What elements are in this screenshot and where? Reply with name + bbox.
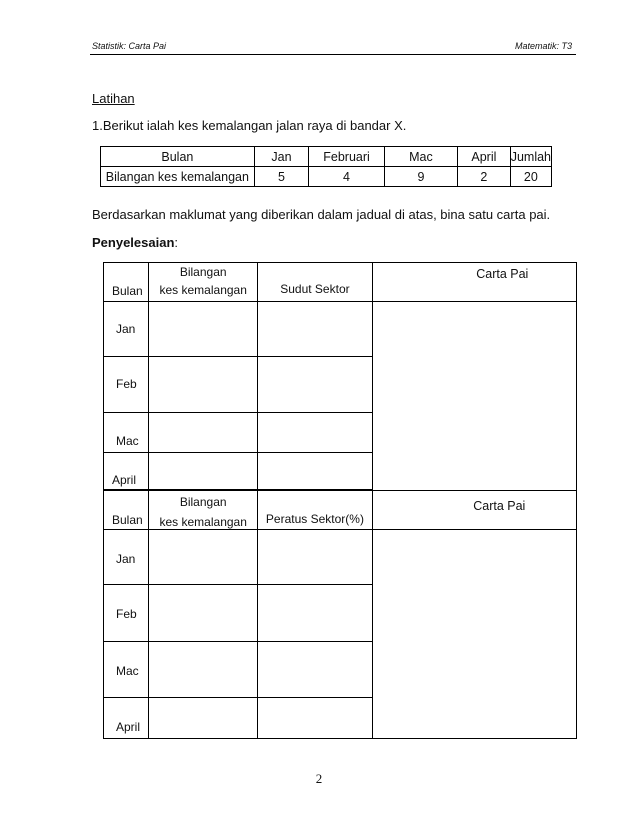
- table-row: [101, 167, 552, 187]
- solution-label-colon: :: [174, 235, 179, 250]
- input-cell[interactable]: [149, 302, 258, 357]
- month-cell: Feb: [104, 585, 149, 642]
- month-cell: April: [104, 698, 149, 739]
- header-divider: [90, 54, 576, 55]
- month-cell: April: [104, 453, 149, 490]
- accident-data-table: [100, 146, 552, 187]
- header-cell-bilangan: Bilangan kes kemalangan: [149, 263, 258, 302]
- table-cell: Februari: [309, 147, 385, 167]
- input-cell[interactable]: [258, 585, 372, 642]
- table-cell: Bulan: [101, 147, 255, 167]
- month-cell: Feb: [104, 357, 149, 413]
- table-row: [104, 302, 577, 357]
- header-cell-carta-pai: Carta Pai: [372, 263, 576, 302]
- header-cell-peratus-sektor: Peratus Sektor(%): [258, 491, 372, 530]
- worksheet-table-sector-angle: [103, 262, 577, 490]
- input-cell[interactable]: [149, 530, 258, 585]
- section-title: Latihan: [92, 91, 135, 106]
- input-cell[interactable]: [149, 357, 258, 413]
- table-cell: April: [458, 147, 511, 167]
- month-cell: Jan: [104, 302, 149, 357]
- question-text: 1.Berikut ialah kes kemalangan jalan raya di bandar X.: [92, 118, 407, 133]
- instruction-text: Berdasarkan maklumat yang diberikan dalam jadual di atas, bina satu carta pai.: [92, 207, 551, 222]
- header-right: Matematik: T3: [514, 41, 572, 51]
- table-row: [104, 530, 577, 585]
- table-cell: 5: [254, 167, 309, 187]
- worksheet-table-sector-percent: [103, 490, 577, 739]
- header-cell-bulan: Bulan: [104, 263, 149, 302]
- solution-label-text: Penyelesaian: [92, 235, 175, 250]
- table-cell: Jan: [254, 147, 309, 167]
- input-cell[interactable]: [258, 698, 372, 739]
- pie-chart-drawing-area[interactable]: [372, 530, 576, 739]
- table-row: [104, 491, 577, 530]
- input-cell[interactable]: [149, 642, 258, 698]
- input-cell[interactable]: [258, 413, 372, 453]
- table-cell: 20: [510, 167, 551, 187]
- table-cell: 2: [458, 167, 511, 187]
- header-cell-sudut-sektor: Sudut Sektor: [258, 263, 372, 302]
- input-cell[interactable]: [258, 302, 372, 357]
- input-cell[interactable]: [258, 642, 372, 698]
- month-cell: Jan: [104, 530, 149, 585]
- month-cell: Mac: [104, 413, 149, 453]
- pie-chart-drawing-area[interactable]: [372, 302, 576, 490]
- input-cell[interactable]: [149, 698, 258, 739]
- table-cell: Bilangan kes kemalangan: [101, 167, 255, 187]
- solution-label: [92, 235, 178, 250]
- input-cell[interactable]: [149, 585, 258, 642]
- table-row: [101, 147, 552, 167]
- input-cell[interactable]: [258, 530, 372, 585]
- header-cell-carta-pai: Carta Pai: [372, 491, 576, 530]
- input-cell[interactable]: [258, 453, 372, 490]
- header-cell-bilangan: Bilangan kes kemalangan: [149, 491, 258, 530]
- table-row: [104, 263, 577, 302]
- table-cell: 4: [309, 167, 385, 187]
- month-cell: Mac: [104, 642, 149, 698]
- table-cell: Mac: [384, 147, 457, 167]
- table-cell: Jumlah: [510, 147, 551, 167]
- input-cell[interactable]: [149, 413, 258, 453]
- header-cell-bulan: Bulan: [104, 491, 149, 530]
- page-number: 2: [315, 771, 323, 786]
- table-cell: 9: [384, 167, 457, 187]
- input-cell[interactable]: [149, 453, 258, 490]
- header-left: Statistik: Carta Pai: [92, 41, 167, 51]
- input-cell[interactable]: [258, 357, 372, 413]
